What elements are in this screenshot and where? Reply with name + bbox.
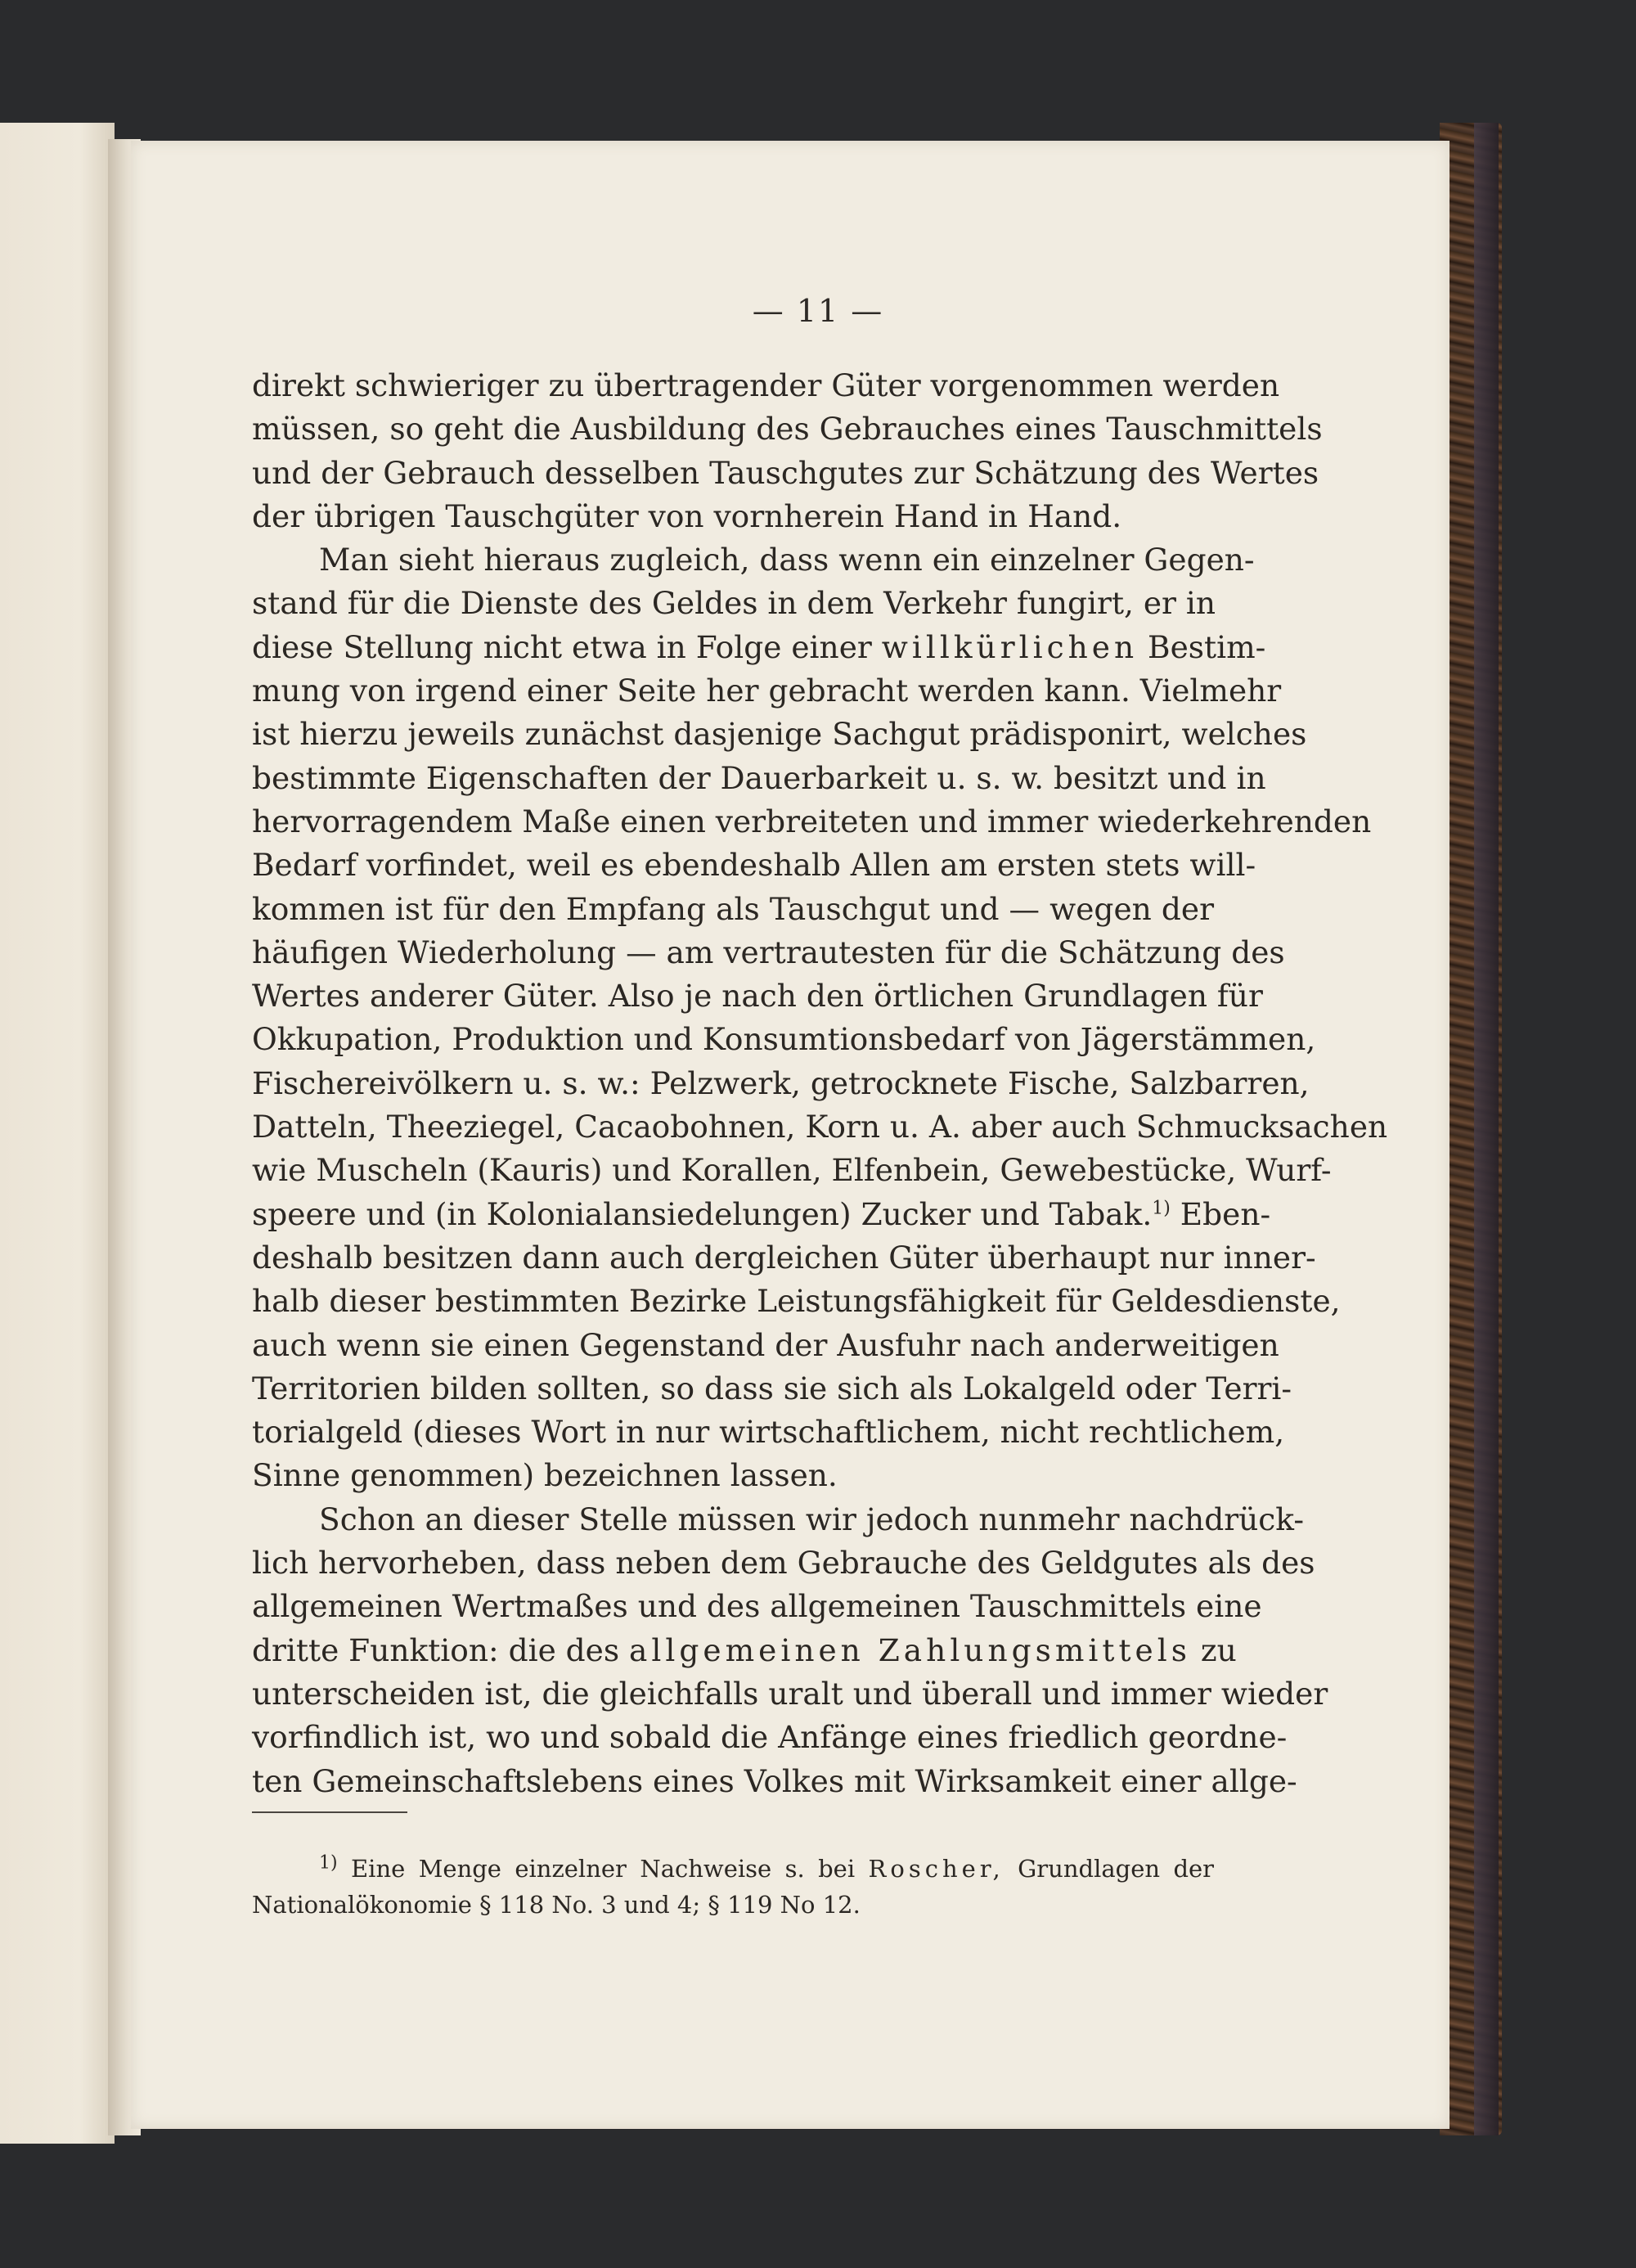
text-line: der übrigen Tauschgüter von vornherein Hand in Hand.: [252, 497, 1122, 534]
footnote-line: Nationalökonomie § 118 No. 3 und 4; § 119 No 12.: [252, 1891, 861, 1919]
text-line: müssen, so geht die Ausbildung des Gebrauches eines Tauschmittels: [252, 411, 1323, 448]
text-line: direkt schwieriger zu übertragender Güter vorgenommen werden: [252, 367, 1280, 403]
text-line: stand für die Dienste des Geldes in dem Verkehr fungirt, er in: [252, 585, 1216, 622]
text-line: [252, 626, 1266, 669]
footnote-author: Roscher,: [868, 1855, 1005, 1883]
text-line: hervorragendem Maße einen verbreiteten und immer wiederkehrenden: [252, 803, 1372, 839]
text-line: mung von irgend einer Seite her gebracht werden kann. Vielmehr: [252, 673, 1282, 709]
text-line: Okkupation, Produktion und Konsumtionsbedarf von Jägerstämmen,: [252, 1021, 1316, 1058]
text-line: Territorien bilden sollten, so dass sie sich als Lokalgeld oder Terri-: [252, 1370, 1292, 1406]
body-text: [252, 364, 1388, 1803]
page-number: — 11 —: [752, 293, 884, 329]
text-segment: zu: [1200, 1631, 1237, 1668]
text-line: Datteln, Theeziegel, Cacaobohnen, Korn u. A. aber auch Schmucksachen: [252, 1109, 1388, 1145]
text-line: wie Muscheln (Kauris) und Korallen, Elfenbein, Gewebestücke, Wurf-: [252, 1152, 1332, 1189]
text-line: häufigen Wiederholung — am vertrautesten für die Schätzung des: [252, 934, 1285, 970]
previous-page-edge: [0, 123, 115, 2144]
text-line: kommen ist für den Empfang als Tauschgut und — wegen der: [252, 890, 1214, 927]
footnote-divider: [252, 1811, 407, 1813]
text-segment: speere und (in Kolonialansiedelungen) Zucker und Tabak.: [252, 1195, 1153, 1232]
footnote-text: Eine Menge einzelner Nachweise s. bei: [351, 1855, 856, 1883]
text-line: Man sieht hieraus zugleich, dass wenn ein einzelner Gegen-: [319, 542, 1255, 578]
emphasized-word: willkürlichen: [881, 628, 1139, 665]
text-segment: Eben-: [1180, 1195, 1271, 1232]
text-line: deshalb besitzen dann auch dergleichen Güter überhaupt nur inner-: [252, 1239, 1316, 1276]
text-segment: diese Stellung nicht etwa in Folge einer: [252, 628, 872, 665]
text-line: unterscheiden ist, die gleichfalls uralt und überall und immer wieder: [252, 1675, 1328, 1712]
text-line: bestimmte Eigenschaften der Dauerbarkeit u. s. w. besitzt und in: [252, 759, 1266, 796]
text-line: Sinne genommen) bezeichnen lassen.: [252, 1457, 838, 1494]
footnote-text: Grundlagen der: [1018, 1855, 1215, 1883]
footnote: [252, 1851, 1214, 1923]
text-line: Wertes anderer Güter. Also je nach den örtlichen Grundlagen für: [252, 978, 1263, 1015]
text-segment: dritte Funktion: die des: [252, 1631, 620, 1668]
text-line: Bedarf vorfindet, weil es ebendeshalb Allen am ersten stets will-: [252, 847, 1256, 884]
text-line: Schon an dieser Stelle müssen wir jedoch nunmehr nachdrück-: [319, 1501, 1305, 1537]
text-line: torialgeld (dieses Wort in nur wirtschaftlichem, nicht rechtlichem,: [252, 1414, 1285, 1451]
text-line: ten Gemeinschaftslebens eines Volkes mit Wirksamkeit einer allge-: [252, 1762, 1297, 1799]
text-line: auch wenn sie einen Gegenstand der Ausfuhr nach anderweitigen: [252, 1326, 1279, 1363]
text-line: [252, 1193, 1271, 1236]
text-line: vorfindlich ist, wo und sobald die Anfänge eines friedlich geordne-: [252, 1719, 1288, 1756]
text-line: allgemeinen Wertmaßes und des allgemeinen Tauschmittels eine: [252, 1588, 1262, 1625]
text-line: ist hierzu jeweils zunächst dasjenige Sachgut prädisponirt, welches: [252, 716, 1307, 753]
text-line: und der Gebrauch desselben Tauschgutes zur Schätzung des Wertes: [252, 454, 1319, 491]
text-line: lich hervorheben, dass neben dem Gebrauche des Geldgutes als des: [252, 1545, 1315, 1582]
emphasized-phrase: allgemeinen Zahlungsmittels: [629, 1631, 1191, 1668]
text-line: Fischereivölkern u. s. w.: Pelzwerk, getrocknete Fische, Salzbarren,: [252, 1064, 1310, 1101]
footnote-reference: 1): [1152, 1198, 1171, 1219]
text-line: [252, 1629, 1237, 1672]
footnote-line: [252, 1851, 1214, 1887]
footnote-marker: 1): [319, 1852, 338, 1874]
text-line: halb dieser bestimmten Bezirke Leistungsfähigkeit für Geldesdienste,: [252, 1283, 1341, 1320]
text-segment: Bestim-: [1148, 628, 1266, 665]
